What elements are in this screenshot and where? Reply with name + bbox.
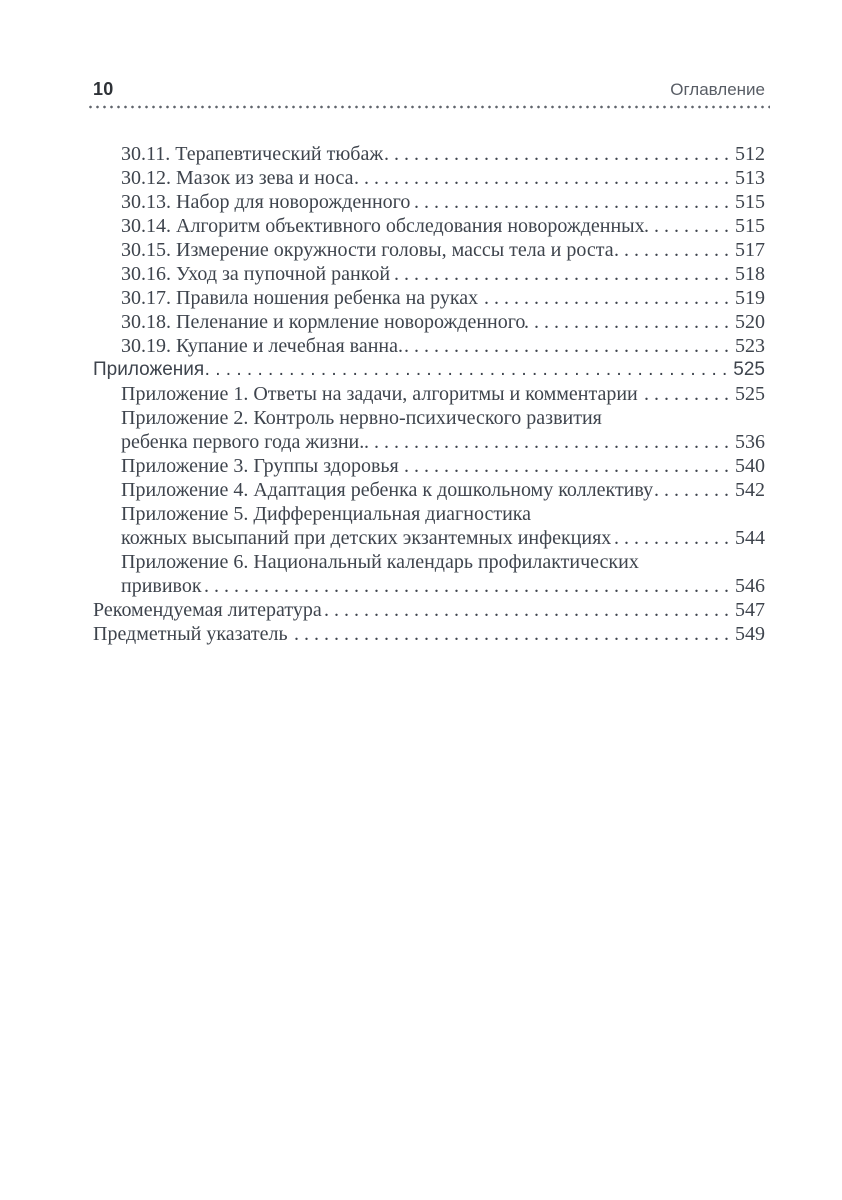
toc-entry bbox=[93, 214, 765, 238]
toc-entry bbox=[93, 262, 765, 286]
dot-leader bbox=[364, 430, 729, 454]
toc-entry bbox=[93, 502, 765, 526]
dot-leader bbox=[611, 526, 729, 550]
toc-page-number: 512 bbox=[735, 143, 765, 165]
toc-entry-title: 30.14. Алгоритм объективного обследования новорожденных bbox=[121, 215, 645, 237]
toc-page-number: 519 bbox=[735, 287, 765, 309]
toc-entry-title: Приложения bbox=[93, 359, 205, 380]
toc-entry bbox=[93, 406, 765, 430]
toc-page-number: 513 bbox=[735, 167, 765, 189]
dot-leader bbox=[614, 238, 729, 262]
dot-leader bbox=[399, 454, 729, 478]
toc-entry bbox=[93, 526, 765, 550]
dot-leader bbox=[410, 190, 729, 214]
toc-entry-title: Приложение 1. Ответы на задачи, алгоритмы и комментарии bbox=[121, 383, 638, 405]
toc-page-number: 525 bbox=[735, 383, 765, 405]
toc-entry-title: Приложение 3. Группы здоровья bbox=[121, 455, 399, 477]
toc-entry bbox=[93, 190, 765, 214]
toc-entry-title: Приложение 6. Национальный календарь профилактических bbox=[121, 551, 639, 573]
header-dotted-rule bbox=[87, 105, 770, 109]
toc-page-number: 523 bbox=[735, 335, 765, 357]
toc-entry bbox=[93, 334, 765, 358]
toc-entry-title: 30.19. Купание и лечебная ванна. bbox=[121, 335, 403, 357]
dot-leader bbox=[354, 166, 730, 190]
dot-leader bbox=[525, 310, 729, 334]
toc-list bbox=[93, 142, 765, 646]
running-title: Оглавление bbox=[670, 80, 765, 99]
toc-entry-title: Предметный указатель bbox=[93, 623, 288, 645]
dot-leader bbox=[653, 478, 729, 502]
page-number: 10 bbox=[93, 79, 114, 99]
dot-leader bbox=[383, 142, 729, 166]
toc-entry bbox=[93, 598, 765, 622]
toc-entry bbox=[93, 550, 765, 574]
toc-page-number: 544 bbox=[735, 527, 765, 549]
toc-entry bbox=[93, 166, 765, 190]
toc-entry bbox=[93, 310, 765, 334]
toc-entry bbox=[93, 430, 765, 454]
toc-entry-title: Приложение 2. Контроль нервно-психического развития bbox=[121, 407, 602, 429]
dot-leader bbox=[322, 598, 729, 622]
toc-page-number: 547 bbox=[735, 599, 765, 621]
toc-entry bbox=[93, 478, 765, 502]
toc-entry-title: Приложение 5. Дифференциальная диагностика bbox=[121, 503, 532, 525]
page-header bbox=[93, 78, 765, 101]
dot-leader bbox=[202, 574, 729, 598]
toc-entry-title: 30.11. Терапевтический тюбаж bbox=[121, 143, 384, 165]
toc-entry bbox=[93, 358, 765, 382]
toc-page-number: 515 bbox=[735, 215, 765, 237]
dot-leader bbox=[204, 358, 727, 382]
dot-leader bbox=[390, 262, 729, 286]
toc-page-number: 517 bbox=[735, 239, 765, 261]
toc-entry bbox=[93, 454, 765, 478]
toc-entry-title: 30.12. Мазок из зева и носа bbox=[121, 167, 354, 189]
dot-leader bbox=[403, 334, 729, 358]
toc-page-number: 525 bbox=[733, 359, 765, 380]
toc-entry bbox=[93, 286, 765, 310]
toc-entry-title: ребенка первого года жизни. bbox=[121, 431, 365, 453]
dot-leader bbox=[288, 622, 729, 646]
toc-entry bbox=[93, 142, 765, 166]
dot-leader bbox=[638, 382, 729, 406]
toc-page-number: 520 bbox=[735, 311, 765, 333]
toc-page-number: 549 bbox=[735, 623, 765, 645]
toc-page-number: 515 bbox=[735, 191, 765, 213]
toc-page-number: 542 bbox=[735, 479, 765, 501]
dot-leader bbox=[478, 286, 729, 310]
toc-entry-title: Рекомендуемая литература bbox=[93, 599, 322, 621]
toc-entry bbox=[93, 574, 765, 598]
toc-entry-title: Приложение 4. Адаптация ребенка к дошкольному коллективу bbox=[121, 479, 654, 501]
toc-page-number: 540 bbox=[735, 455, 765, 477]
toc-entry bbox=[93, 382, 765, 406]
toc-entry bbox=[93, 238, 765, 262]
toc-entry-title: 30.16. Уход за пупочной ранкой bbox=[121, 263, 391, 285]
toc-entry-title: прививок bbox=[121, 575, 202, 597]
toc-page-number: 536 bbox=[735, 431, 765, 453]
toc-entry-title: 30.17. Правила ношения ребенка на руках bbox=[121, 287, 479, 309]
toc-entry-title: кожных высыпаний при детских экзантемных инфекциях bbox=[121, 527, 612, 549]
toc-page-number: 546 bbox=[735, 575, 765, 597]
toc-entry bbox=[93, 622, 765, 646]
toc-entry-title: 30.15. Измерение окружности головы, массы тела и роста bbox=[121, 239, 614, 261]
toc-entry-title: 30.18. Пеленание и кормление новорожденного bbox=[121, 311, 526, 333]
dot-leader bbox=[645, 214, 729, 238]
toc-page-number: 518 bbox=[735, 263, 765, 285]
toc-entry-title: 30.13. Набор для новорожденного bbox=[121, 191, 411, 213]
